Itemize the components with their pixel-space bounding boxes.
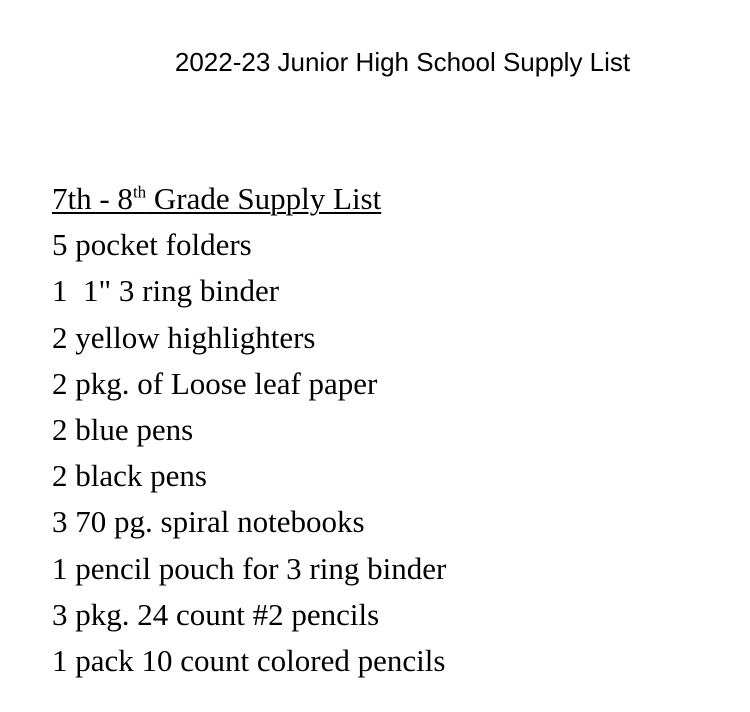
heading-ordinal-suffix: th (132, 182, 147, 202)
supply-items-list (52, 222, 446, 684)
list-item: 2 black pens (52, 458, 207, 494)
heading-grade-range: 7th - 8 (52, 181, 133, 216)
list-item: 2 yellow highlighters (52, 319, 316, 355)
list-item: 1 pack 10 count colored pencils (52, 643, 446, 679)
list-item: 1 1" 3 ring binder (52, 273, 280, 309)
list-item: 2 blue pens (52, 412, 194, 448)
list-item: 1 pencil pouch for 3 ring binder (52, 550, 447, 586)
supply-list-section (52, 176, 446, 684)
list-item: 3 pkg. 24 count #2 pencils (52, 596, 380, 632)
section-heading (52, 176, 446, 222)
heading-label: Grade Supply List (146, 181, 382, 216)
document-title: 2022-23 Junior High School Supply List (174, 47, 631, 77)
list-item: 2 pkg. of Loose leaf paper (52, 365, 378, 401)
list-item: 5 pocket folders (52, 227, 252, 263)
list-item: 3 70 pg. spiral notebooks (52, 504, 365, 540)
